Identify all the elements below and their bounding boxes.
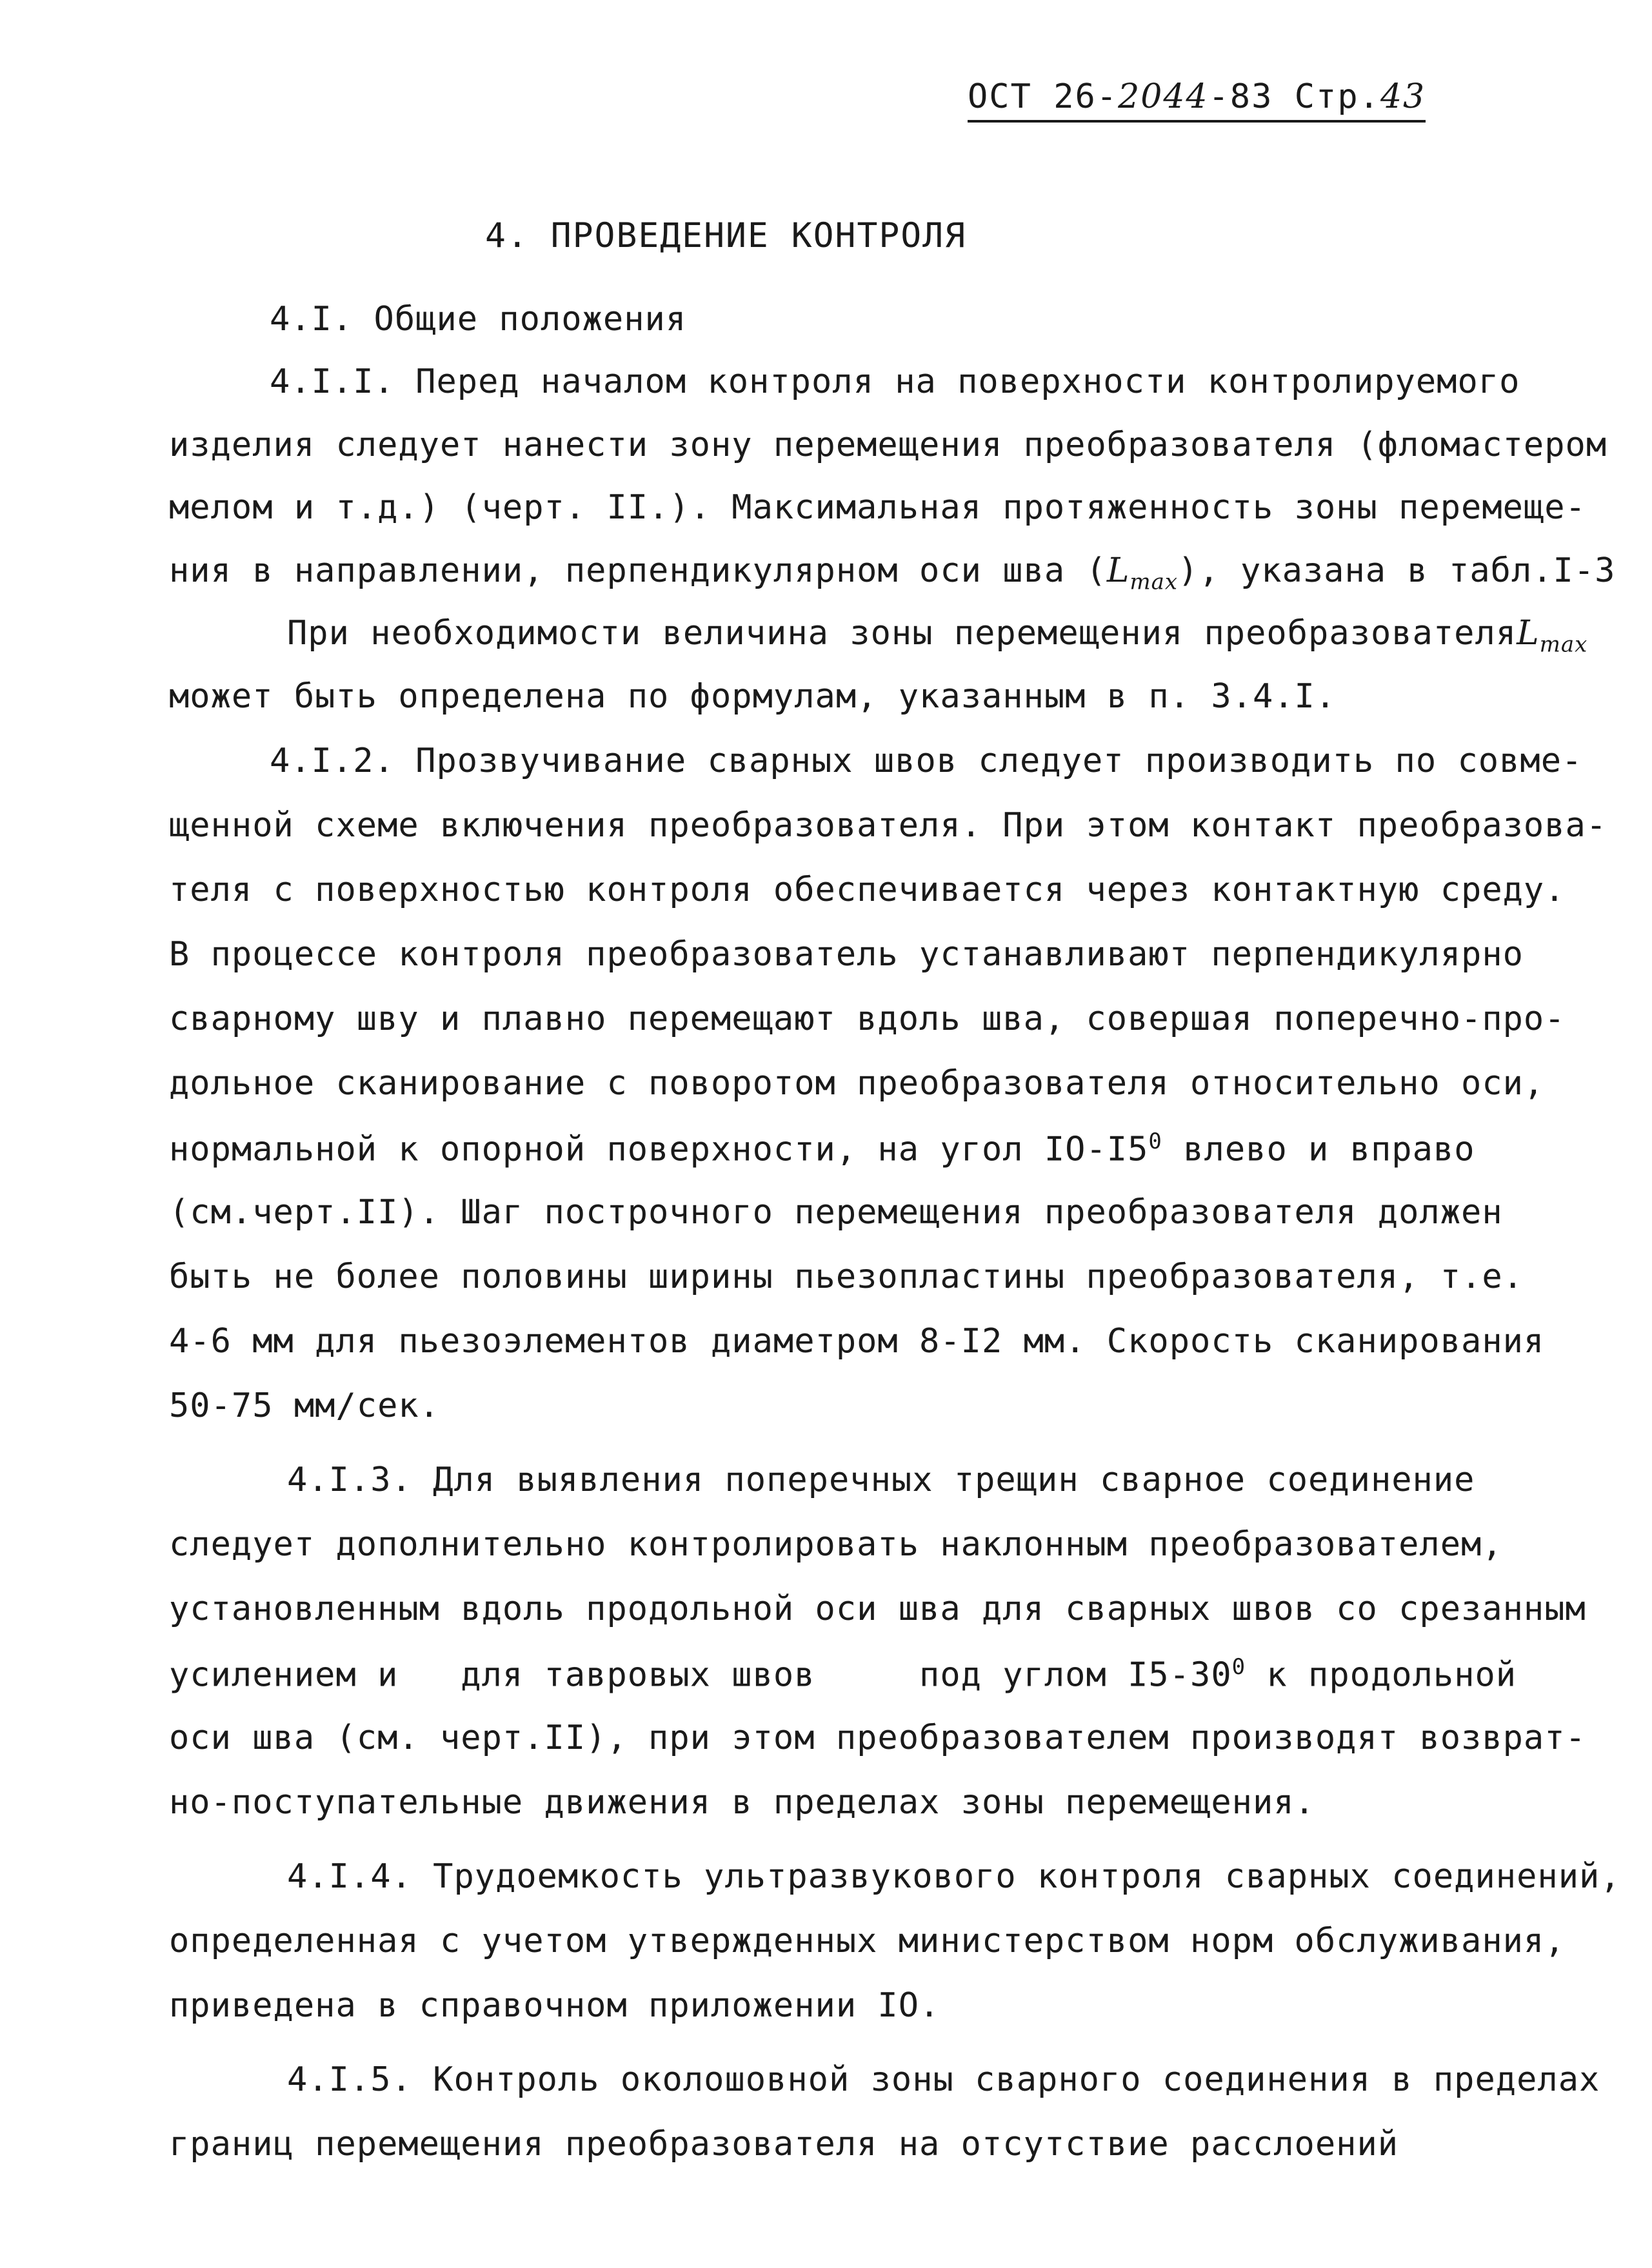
text-line: мелом и т.д.) (черт. II.). Максимальная протяженность зоны перемеще- — [169, 488, 1586, 527]
l-max-symbol: $L_{max}$ — [1106, 551, 1179, 595]
text-fragment: ), указана в табл.I-3 — [1178, 551, 1616, 590]
page-header — [968, 77, 1426, 123]
text-line: оси шва (см. черт.II), при этом преобразователем производят возврат- — [169, 1719, 1586, 1757]
text-fragment: к продольной — [1246, 1655, 1517, 1695]
text-line: 4.I.I. Перед началом контроля на поверхности контролируемого — [270, 362, 1520, 401]
text-line: быть не более половины ширины пьезопластины преобразователя, т.е. — [169, 1257, 1524, 1296]
text-line: 4.I.5. Контроль околошовной зоны сварного соединения в пределах — [287, 2060, 1600, 2099]
header-page-number: 43 — [1380, 77, 1426, 116]
text-line: приведена в справочном приложении IO. — [169, 1986, 940, 2025]
text-line: следует дополнительно контролировать наклонным преобразователем, — [169, 1525, 1503, 1564]
text-line: 4-6 мм для пьезоэлементов диаметром 8-I2 мм. Скорость сканирования — [169, 1322, 1545, 1361]
text-line: 50-75 мм/сек. — [169, 1386, 440, 1425]
text-line-with-symbol — [287, 614, 1587, 657]
header-doc-number: 2044 — [1118, 77, 1209, 116]
text-line: но-поступательные движения в пределах зоны перемещения. — [169, 1783, 1315, 1822]
header-prefix: ОСТ 26- — [968, 77, 1119, 116]
text-fragment: При необходимости величина зоны перемещения преобразователя — [287, 614, 1517, 653]
text-line: 4.I.2. Прозвучивание сварных швов следует производить по совме- — [270, 742, 1583, 780]
text-line-with-degree — [169, 1654, 1517, 1694]
degree-mark: 0 — [1148, 1129, 1162, 1154]
text-line: сварному шву и плавно перемещают вдоль шва, совершая поперечно-про- — [169, 1000, 1566, 1038]
degree-mark: 0 — [1231, 1654, 1246, 1680]
text-line: изделия следует нанести зону перемещения преобразователя (фломастером — [169, 426, 1607, 464]
subsection-title: 4.I. Общие положения — [270, 300, 687, 339]
text-line: может быть определена по формулам, указанным в п. 3.4.I. — [169, 677, 1337, 716]
text-line: установленным вдоль продольной оси шва для сварных швов со срезанным — [169, 1590, 1586, 1628]
text-line-with-symbol — [169, 551, 1615, 595]
text-line: щенной схеме включения преобразователя. При этом контакт преобразова- — [169, 806, 1607, 845]
text-line: В процессе контроля преобразователь устанавливают перпендикулярно — [169, 935, 1524, 974]
text-line: 4.I.3. Для выявления поперечных трещин сварное соединение — [287, 1461, 1475, 1499]
text-line: дольное сканирование с поворотом преобразователя относительно оси, — [169, 1064, 1545, 1103]
text-line: теля с поверхностью контроля обеспечивается через контактную среду. — [169, 871, 1566, 909]
text-line: определенная с учетом утвержденных министерством норм обслуживания, — [169, 1922, 1566, 1960]
l-max-symbol: $L_{max}$ — [1517, 614, 1588, 658]
header-suffix: -83 Стр. — [1208, 77, 1380, 116]
text-line: границ перемещения преобразователя на отсутствие расслоений — [169, 2125, 1399, 2164]
section-title: 4. ПРОВЕДЕНИЕ КОНТРОЛЯ — [485, 216, 966, 255]
text-fragment: усилением и для тавровых швов под углом I5-30 — [169, 1655, 1232, 1695]
text-fragment: нормальной к опорной поверхности, на угол IO-I5 — [169, 1130, 1149, 1169]
text-fragment: ния в направлении, перпендикулярном оси шва ( — [169, 551, 1107, 590]
text-line: (см.черт.II). Шаг построчного перемещения преобразователя должен — [169, 1193, 1503, 1232]
text-fragment: влево и вправо — [1162, 1130, 1475, 1169]
text-line: 4.I.4. Трудоемкость ультразвукового контроля сварных соединений, — [287, 1857, 1621, 1896]
text-line-with-degree — [169, 1129, 1475, 1169]
